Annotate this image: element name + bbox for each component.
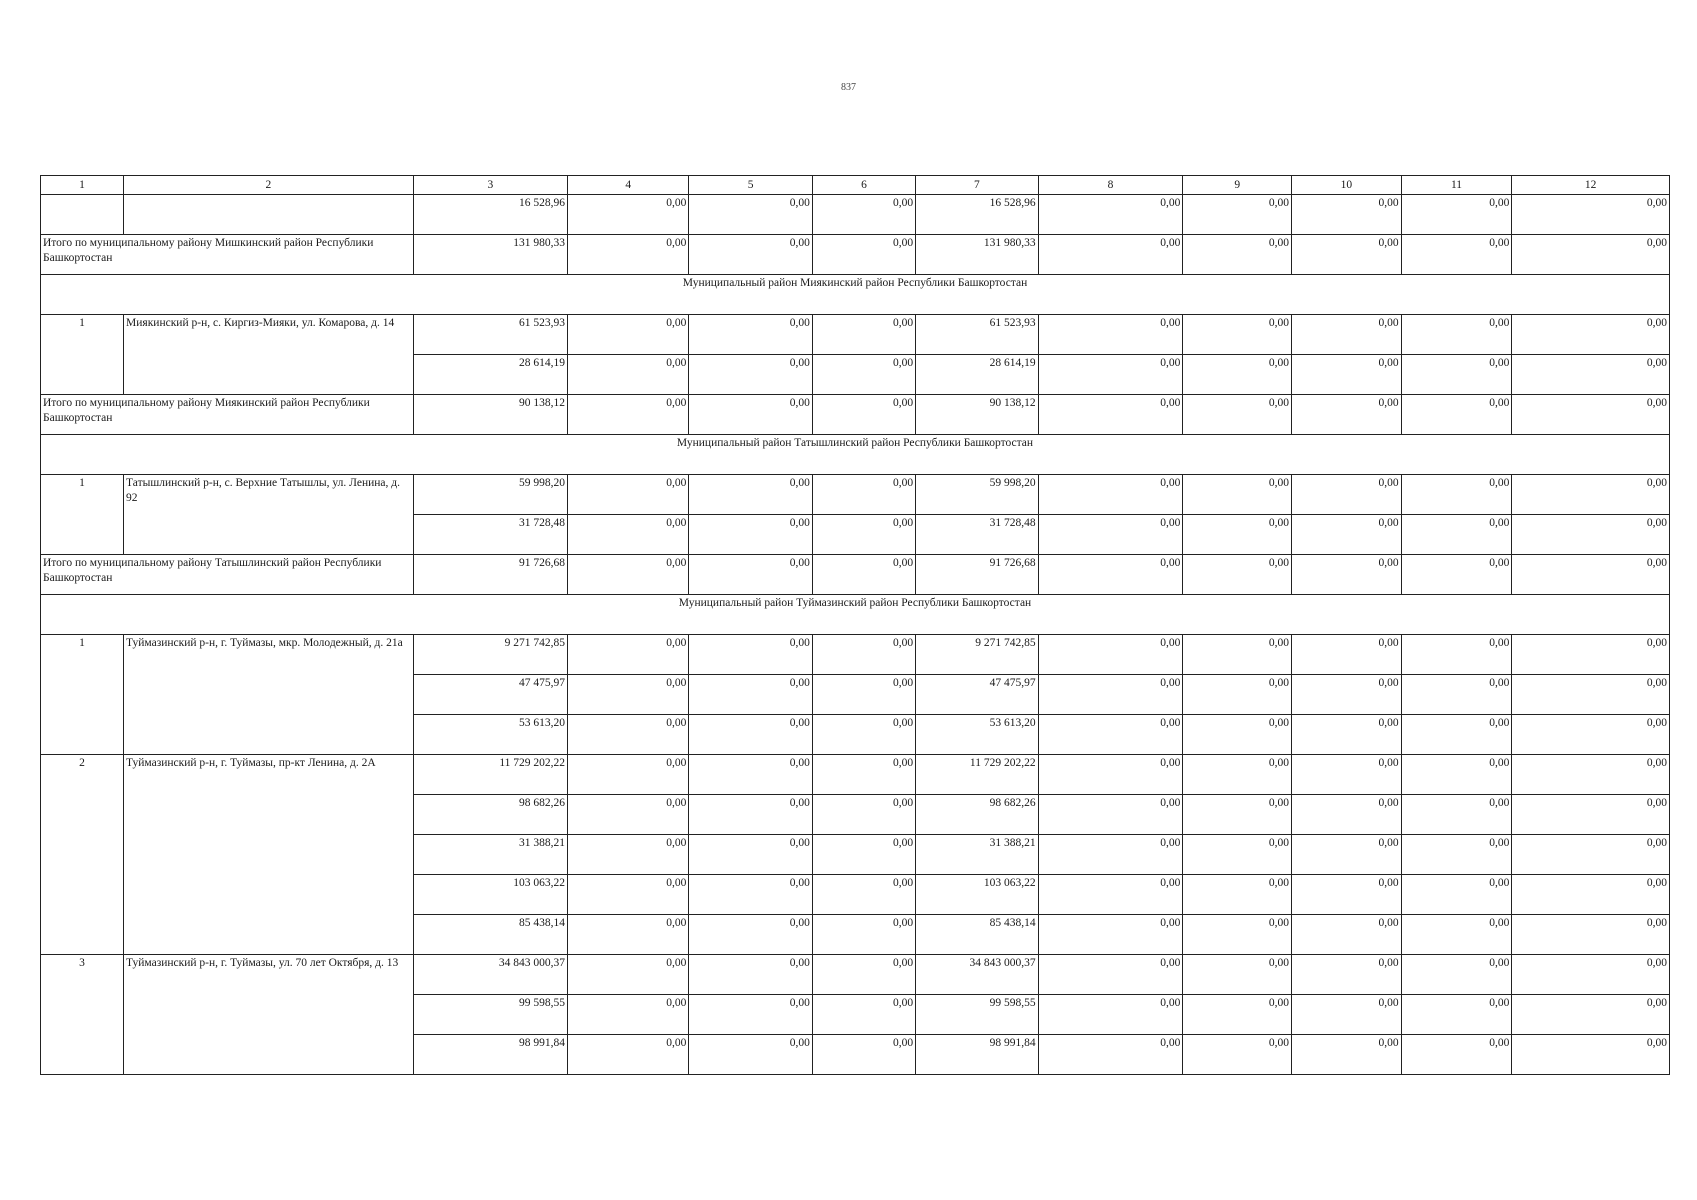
value-cell: 91 726,68 xyxy=(413,555,567,595)
value-cell: 0,00 xyxy=(1038,395,1183,435)
item-number: 1 xyxy=(41,315,124,395)
total-label: Итого по муниципальному району Мишкинский район Республики Башкортостан xyxy=(41,235,414,275)
district-section-row xyxy=(41,435,1670,475)
district-total-row xyxy=(41,395,1670,435)
value-cell: 0,00 xyxy=(1401,555,1512,595)
value-cell: 0,00 xyxy=(1401,835,1512,875)
value-cell: 0,00 xyxy=(1512,355,1670,395)
value-cell: 0,00 xyxy=(1038,675,1183,715)
value-cell: 0,00 xyxy=(568,515,689,555)
item-address: Миякинский р-н, с. Киргиз-Мияки, ул. Комарова, д. 14 xyxy=(124,315,414,395)
value-cell: 0,00 xyxy=(568,355,689,395)
value-cell: 0,00 xyxy=(1512,795,1670,835)
value-cell: 0,00 xyxy=(1291,755,1401,795)
value-cell: 0,00 xyxy=(1291,315,1401,355)
value-cell: 103 063,22 xyxy=(916,875,1038,915)
value-cell: 9 271 742,85 xyxy=(916,635,1038,675)
value-cell: 0,00 xyxy=(1183,515,1292,555)
value-cell: 0,00 xyxy=(1401,355,1512,395)
value-cell: 0,00 xyxy=(568,235,689,275)
value-cell: 28 614,19 xyxy=(916,355,1038,395)
value-cell: 0,00 xyxy=(812,835,915,875)
value-cell: 0,00 xyxy=(1038,955,1183,995)
value-cell: 0,00 xyxy=(689,755,813,795)
value-cell: 0,00 xyxy=(1401,235,1512,275)
value-cell: 0,00 xyxy=(689,235,813,275)
value-cell: 0,00 xyxy=(689,395,813,435)
value-cell: 0,00 xyxy=(1291,675,1401,715)
value-cell: 0,00 xyxy=(568,755,689,795)
value-cell: 0,00 xyxy=(1512,635,1670,675)
value-cell: 0,00 xyxy=(1291,835,1401,875)
column-header: 11 xyxy=(1401,176,1512,195)
district-total-row xyxy=(41,555,1670,595)
value-cell: 0,00 xyxy=(1291,715,1401,755)
value-cell: 0,00 xyxy=(812,555,915,595)
value-cell: 0,00 xyxy=(1038,315,1183,355)
value-cell: 91 726,68 xyxy=(916,555,1038,595)
value-cell: 0,00 xyxy=(1291,875,1401,915)
value-cell: 31 728,48 xyxy=(916,515,1038,555)
column-header: 7 xyxy=(916,176,1038,195)
value-cell: 0,00 xyxy=(1401,1035,1512,1075)
table-body xyxy=(41,176,1670,1075)
value-cell: 0,00 xyxy=(1291,795,1401,835)
value-cell: 0,00 xyxy=(1512,475,1670,515)
column-header-row xyxy=(41,176,1670,195)
district-title: Муниципальный район Татышлинский район Республики Башкортостан xyxy=(41,435,1670,475)
value-cell: 131 980,33 xyxy=(916,235,1038,275)
value-cell: 0,00 xyxy=(689,995,813,1035)
value-cell: 0,00 xyxy=(689,475,813,515)
value-cell: 0,00 xyxy=(1291,1035,1401,1075)
value-cell: 0,00 xyxy=(1291,475,1401,515)
value-cell: 0,00 xyxy=(1401,995,1512,1035)
value-cell: 90 138,12 xyxy=(413,395,567,435)
value-cell: 0,00 xyxy=(1512,395,1670,435)
value-cell: 0,00 xyxy=(1512,1035,1670,1075)
item-number: 3 xyxy=(41,955,124,1075)
value-cell: 31 728,48 xyxy=(413,515,567,555)
value-cell: 0,00 xyxy=(1183,835,1292,875)
value-cell: 28 614,19 xyxy=(413,355,567,395)
value-cell: 0,00 xyxy=(1401,755,1512,795)
value-cell: 47 475,97 xyxy=(916,675,1038,715)
value-cell: 0,00 xyxy=(689,915,813,955)
value-cell: 0,00 xyxy=(1401,195,1512,235)
value-cell: 90 138,12 xyxy=(916,395,1038,435)
table-row xyxy=(41,475,1670,515)
value-cell: 0,00 xyxy=(1183,555,1292,595)
value-cell: 0,00 xyxy=(1291,635,1401,675)
value-cell: 0,00 xyxy=(568,715,689,755)
value-cell: 0,00 xyxy=(568,1035,689,1075)
value-cell: 16 528,96 xyxy=(413,195,567,235)
value-cell: 0,00 xyxy=(689,355,813,395)
value-cell: 0,00 xyxy=(568,635,689,675)
district-total-row xyxy=(41,235,1670,275)
value-cell: 0,00 xyxy=(1038,635,1183,675)
value-cell: 131 980,33 xyxy=(413,235,567,275)
value-cell: 98 991,84 xyxy=(413,1035,567,1075)
value-cell: 0,00 xyxy=(1512,715,1670,755)
value-cell: 85 438,14 xyxy=(413,915,567,955)
value-cell: 0,00 xyxy=(1038,555,1183,595)
total-label: Итого по муниципальному району Миякинский район Республики Башкортостан xyxy=(41,395,414,435)
value-cell: 0,00 xyxy=(1038,355,1183,395)
value-cell: 85 438,14 xyxy=(916,915,1038,955)
value-cell: 47 475,97 xyxy=(413,675,567,715)
value-cell: 0,00 xyxy=(568,195,689,235)
value-cell: 0,00 xyxy=(1401,395,1512,435)
value-cell: 0,00 xyxy=(1512,315,1670,355)
value-cell: 53 613,20 xyxy=(916,715,1038,755)
value-cell: 0,00 xyxy=(1183,395,1292,435)
total-label: Итого по муниципальному району Татышлинский район Республики Башкортостан xyxy=(41,555,414,595)
value-cell: 0,00 xyxy=(1183,235,1292,275)
value-cell: 0,00 xyxy=(568,315,689,355)
value-cell: 0,00 xyxy=(812,755,915,795)
value-cell: 99 598,55 xyxy=(916,995,1038,1035)
value-cell: 0,00 xyxy=(568,915,689,955)
value-cell: 0,00 xyxy=(1291,555,1401,595)
value-cell: 0,00 xyxy=(1291,995,1401,1035)
value-cell: 0,00 xyxy=(1512,915,1670,955)
budget-table xyxy=(40,175,1670,1075)
value-cell: 0,00 xyxy=(1183,195,1292,235)
item-number: 2 xyxy=(41,755,124,955)
value-cell: 0,00 xyxy=(812,675,915,715)
value-cell: 0,00 xyxy=(568,675,689,715)
value-cell: 0,00 xyxy=(1038,515,1183,555)
value-cell: 0,00 xyxy=(1401,515,1512,555)
value-cell: 0,00 xyxy=(1038,875,1183,915)
value-cell: 0,00 xyxy=(812,715,915,755)
value-cell: 31 388,21 xyxy=(413,835,567,875)
value-cell: 0,00 xyxy=(1038,835,1183,875)
value-cell: 103 063,22 xyxy=(413,875,567,915)
value-cell: 31 388,21 xyxy=(916,835,1038,875)
value-cell: 0,00 xyxy=(568,995,689,1035)
value-cell: 0,00 xyxy=(689,635,813,675)
value-cell: 0,00 xyxy=(1291,395,1401,435)
continuation-row xyxy=(41,195,1670,235)
value-cell: 0,00 xyxy=(1512,875,1670,915)
value-cell: 0,00 xyxy=(812,955,915,995)
value-cell: 98 991,84 xyxy=(916,1035,1038,1075)
value-cell: 0,00 xyxy=(1291,235,1401,275)
column-header: 1 xyxy=(41,176,124,195)
value-cell: 61 523,93 xyxy=(413,315,567,355)
value-cell: 0,00 xyxy=(1038,1035,1183,1075)
value-cell: 0,00 xyxy=(812,635,915,675)
value-cell: 98 682,26 xyxy=(413,795,567,835)
column-header: 12 xyxy=(1512,176,1670,195)
empty-cell xyxy=(124,195,414,235)
value-cell: 0,00 xyxy=(1512,515,1670,555)
value-cell: 0,00 xyxy=(1512,555,1670,595)
value-cell: 0,00 xyxy=(1183,635,1292,675)
value-cell: 0,00 xyxy=(1038,755,1183,795)
value-cell: 0,00 xyxy=(1291,355,1401,395)
value-cell: 0,00 xyxy=(1512,955,1670,995)
value-cell: 11 729 202,22 xyxy=(916,755,1038,795)
value-cell: 0,00 xyxy=(568,795,689,835)
value-cell: 0,00 xyxy=(1183,1035,1292,1075)
column-header: 9 xyxy=(1183,176,1292,195)
value-cell: 0,00 xyxy=(1512,995,1670,1035)
value-cell: 0,00 xyxy=(568,835,689,875)
value-cell: 0,00 xyxy=(812,355,915,395)
value-cell: 0,00 xyxy=(689,835,813,875)
value-cell: 0,00 xyxy=(812,915,915,955)
table-row xyxy=(41,635,1670,675)
value-cell: 0,00 xyxy=(1183,915,1292,955)
value-cell: 0,00 xyxy=(1183,875,1292,915)
value-cell: 61 523,93 xyxy=(916,315,1038,355)
value-cell: 0,00 xyxy=(1512,195,1670,235)
value-cell: 0,00 xyxy=(1291,955,1401,995)
value-cell: 0,00 xyxy=(568,875,689,915)
value-cell: 0,00 xyxy=(689,795,813,835)
value-cell: 0,00 xyxy=(689,515,813,555)
item-address: Туймазинский р-н, г. Туймазы, пр-кт Ленина, д. 2А xyxy=(124,755,414,955)
value-cell: 0,00 xyxy=(1038,475,1183,515)
value-cell: 0,00 xyxy=(689,875,813,915)
value-cell: 0,00 xyxy=(812,995,915,1035)
value-cell: 0,00 xyxy=(1038,795,1183,835)
value-cell: 99 598,55 xyxy=(413,995,567,1035)
value-cell: 0,00 xyxy=(1512,755,1670,795)
value-cell: 0,00 xyxy=(689,195,813,235)
value-cell: 0,00 xyxy=(812,235,915,275)
value-cell: 11 729 202,22 xyxy=(413,755,567,795)
value-cell: 0,00 xyxy=(1401,915,1512,955)
value-cell: 34 843 000,37 xyxy=(916,955,1038,995)
value-cell: 0,00 xyxy=(812,1035,915,1075)
value-cell: 0,00 xyxy=(1512,235,1670,275)
value-cell: 59 998,20 xyxy=(916,475,1038,515)
value-cell: 0,00 xyxy=(1183,675,1292,715)
value-cell: 0,00 xyxy=(1038,235,1183,275)
value-cell: 0,00 xyxy=(1401,315,1512,355)
value-cell: 0,00 xyxy=(689,715,813,755)
column-header: 8 xyxy=(1038,176,1183,195)
district-title: Муниципальный район Туймазинский район Республики Башкортостан xyxy=(41,595,1670,635)
district-section-row xyxy=(41,275,1670,315)
item-number: 1 xyxy=(41,635,124,755)
value-cell: 0,00 xyxy=(689,955,813,995)
page-number: 837 xyxy=(841,82,856,93)
value-cell: 0,00 xyxy=(1038,995,1183,1035)
item-number: 1 xyxy=(41,475,124,555)
value-cell: 0,00 xyxy=(1183,955,1292,995)
value-cell: 16 528,96 xyxy=(916,195,1038,235)
column-header: 5 xyxy=(689,176,813,195)
value-cell: 0,00 xyxy=(1291,515,1401,555)
column-header: 4 xyxy=(568,176,689,195)
value-cell: 0,00 xyxy=(689,675,813,715)
value-cell: 0,00 xyxy=(1401,795,1512,835)
value-cell: 0,00 xyxy=(1038,715,1183,755)
value-cell: 0,00 xyxy=(568,955,689,995)
value-cell: 0,00 xyxy=(1512,675,1670,715)
value-cell: 0,00 xyxy=(1291,915,1401,955)
table-row xyxy=(41,315,1670,355)
value-cell: 0,00 xyxy=(812,475,915,515)
value-cell: 0,00 xyxy=(1183,475,1292,515)
value-cell: 0,00 xyxy=(1401,715,1512,755)
value-cell: 0,00 xyxy=(1183,755,1292,795)
item-address: Туймазинский р-н, г. Туймазы, ул. 70 лет Октября, д. 13 xyxy=(124,955,414,1075)
value-cell: 0,00 xyxy=(568,555,689,595)
empty-cell xyxy=(41,195,124,235)
district-section-row xyxy=(41,595,1670,635)
value-cell: 0,00 xyxy=(812,875,915,915)
value-cell: 0,00 xyxy=(1183,355,1292,395)
value-cell: 0,00 xyxy=(812,395,915,435)
value-cell: 0,00 xyxy=(1401,955,1512,995)
value-cell: 0,00 xyxy=(1183,315,1292,355)
value-cell: 0,00 xyxy=(1183,795,1292,835)
item-address: Татышлинский р-н, с. Верхние Татышлы, ул. Ленина, д. 92 xyxy=(124,475,414,555)
value-cell: 0,00 xyxy=(1183,995,1292,1035)
table-row xyxy=(41,755,1670,795)
value-cell: 0,00 xyxy=(1401,635,1512,675)
value-cell: 0,00 xyxy=(812,795,915,835)
value-cell: 0,00 xyxy=(568,395,689,435)
column-header: 3 xyxy=(413,176,567,195)
value-cell: 0,00 xyxy=(1512,835,1670,875)
district-title: Муниципальный район Миякинский район Республики Башкортостан xyxy=(41,275,1670,315)
value-cell: 0,00 xyxy=(1401,875,1512,915)
value-cell: 0,00 xyxy=(689,1035,813,1075)
value-cell: 0,00 xyxy=(689,555,813,595)
value-cell: 34 843 000,37 xyxy=(413,955,567,995)
table-row xyxy=(41,955,1670,995)
value-cell: 0,00 xyxy=(1183,715,1292,755)
value-cell: 0,00 xyxy=(1401,475,1512,515)
value-cell: 53 613,20 xyxy=(413,715,567,755)
column-header: 10 xyxy=(1291,176,1401,195)
value-cell: 98 682,26 xyxy=(916,795,1038,835)
value-cell: 0,00 xyxy=(1401,675,1512,715)
value-cell: 59 998,20 xyxy=(413,475,567,515)
value-cell: 0,00 xyxy=(812,515,915,555)
value-cell: 0,00 xyxy=(689,315,813,355)
value-cell: 0,00 xyxy=(812,315,915,355)
value-cell: 9 271 742,85 xyxy=(413,635,567,675)
column-header: 6 xyxy=(812,176,915,195)
value-cell: 0,00 xyxy=(1038,915,1183,955)
item-address: Туймазинский р-н, г. Туймазы, мкр. Молодежный, д. 21а xyxy=(124,635,414,755)
value-cell: 0,00 xyxy=(1291,195,1401,235)
value-cell: 0,00 xyxy=(1038,195,1183,235)
column-header: 2 xyxy=(124,176,414,195)
value-cell: 0,00 xyxy=(812,195,915,235)
value-cell: 0,00 xyxy=(568,475,689,515)
